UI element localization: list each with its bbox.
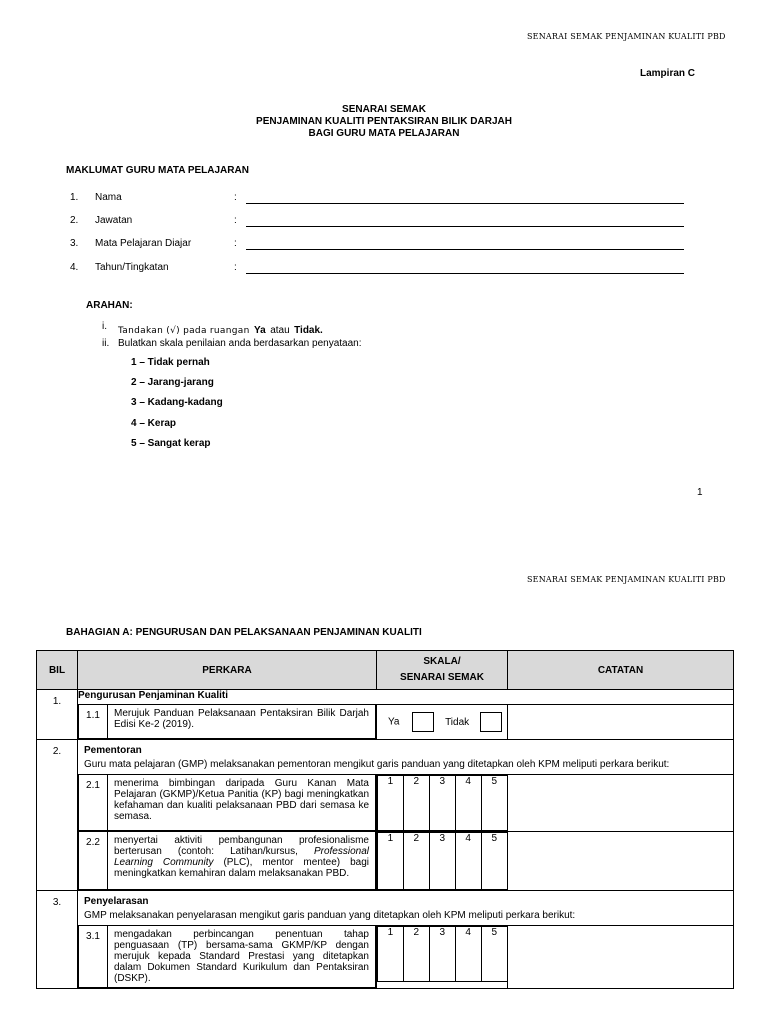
scale-option-3[interactable]: 3 <box>429 833 455 890</box>
item-text: Merujuk Panduan Pelaksanaan Pentaksiran Bilik Darjah Edisi Ke-2 (2019). <box>108 705 376 739</box>
table-header-row <box>37 651 734 690</box>
header-skala <box>377 651 508 690</box>
section-title: Pementoran <box>84 745 142 756</box>
instruction-i-atau: atau <box>270 325 290 336</box>
field-num-4: 4. <box>70 262 79 273</box>
header-skala-line1: SKALA/ <box>423 656 461 667</box>
item-text <box>108 832 376 890</box>
field-colon: : <box>234 262 237 273</box>
yes-label: Ya <box>388 716 400 728</box>
notes-cell[interactable] <box>508 705 734 740</box>
item-cell <box>78 705 377 740</box>
scale-option-3[interactable]: 3 <box>429 776 455 831</box>
scale-option-2[interactable]: 2 <box>403 833 429 890</box>
section-description: GMP melaksanakan penyelarasan mengikut garis panduan yang ditetapkan oleh KPM meliputi perkara berikut: <box>84 910 576 921</box>
item-cell <box>78 926 377 989</box>
header-perkara: PERKARA <box>78 651 377 690</box>
notes-cell[interactable] <box>508 832 734 891</box>
section-row <box>37 891 734 926</box>
no-label: Tidak <box>445 716 470 728</box>
scale-option-4[interactable]: 4 <box>455 927 481 982</box>
scale-cell <box>377 926 508 989</box>
section-row <box>37 740 734 775</box>
scale-cell <box>377 775 508 832</box>
info-heading: MAKLUMAT GURU MATA PELAJARAN <box>66 165 249 176</box>
instruction-ii-num: ii. <box>102 338 110 349</box>
title-line-3: BAGI GURU MATA PELAJARAN <box>308 128 460 139</box>
section-heading: BAHAGIAN A: PENGURUSAN DAN PELAKSANAAN PENJAMINAN KUALITI <box>66 627 422 638</box>
instruction-i-num: i. <box>102 321 107 332</box>
section-title: Pengurusan Penjaminan Kualiti <box>78 690 734 705</box>
running-header: SENARAI SEMAK PENJAMINAN KUALITI PBD <box>527 32 726 41</box>
scale-option-1[interactable]: 1 <box>378 927 404 982</box>
section-header-cell <box>78 740 734 775</box>
field-colon: : <box>234 215 237 226</box>
header-bil: BIL <box>37 651 78 690</box>
item-num: 1.1 <box>79 705 108 739</box>
scale-cell <box>377 832 508 891</box>
no-checkbox[interactable] <box>480 712 502 732</box>
table-row <box>37 705 734 740</box>
scale-option-5[interactable]: 5 <box>481 833 507 890</box>
yes-checkbox[interactable] <box>412 712 434 732</box>
scale-item-3: 3 – Kadang-kadang <box>131 397 223 408</box>
scale-option-5[interactable]: 5 <box>481 776 507 831</box>
item-text-part: (PLC), mentor mentee) bagi meningkatkan kemahiran dalam melaksanakan PBD. <box>114 857 369 879</box>
scale-option-1[interactable]: 1 <box>378 776 404 831</box>
scale-item-4: 4 – Kerap <box>131 418 177 429</box>
field-colon: : <box>234 192 237 203</box>
section-title: Penyelarasan <box>84 896 149 907</box>
item-num: 3.1 <box>79 926 108 988</box>
item-num: 2.2 <box>79 832 108 890</box>
instruction-i <box>118 320 323 338</box>
instruction-ii-text: Bulatkan skala penilaian anda berdasarkan penyataan: <box>118 338 362 349</box>
field-num-1: 1. <box>70 192 79 203</box>
instruction-i-ya: Ya <box>254 325 266 336</box>
section-description: Guru mata pelajaran (GMP) melaksanakan pementoran mengikut garis panduan yang ditetapkan oleh KPM meliputi perkara berikut: <box>84 759 670 770</box>
header-catatan: CATATAN <box>508 651 734 690</box>
section-num: 2. <box>37 740 78 891</box>
scale-option-2[interactable]: 2 <box>403 776 429 831</box>
yes-no-cell <box>377 705 508 740</box>
item-text: mengadakan perbincangan penentuan tahap penguasaan (TP) bersama-sama GKMP/KP dengan merujuk kepada Standard Prestasi yang ditetapkan dalam Dokumen Standard Kurikulum dan Pentaksiran (DSKP). <box>108 926 376 988</box>
section-num: 3. <box>37 891 78 989</box>
title-line-1: SENARAI SEMAK <box>342 104 426 115</box>
notes-cell[interactable] <box>508 926 734 989</box>
item-text: menerima bimbingan daripada Guru Kanan Mata Pelajaran (GKMP)/Ketua Panitia (KP) bagi meningkatkan kefahaman dan kualiti pelaksanaan PBD dari semasa ke semasa. <box>108 775 376 831</box>
subject-field[interactable] <box>246 248 684 250</box>
instruction-i-tidak: Tidak. <box>294 325 323 336</box>
name-field[interactable] <box>246 202 684 204</box>
item-text-part: menyertai aktiviti pembangunan profesionalisme berterusan (contoh: Latihan/kursus, <box>114 835 369 857</box>
field-num-2: 2. <box>70 215 79 226</box>
appendix-label: Lampiran C <box>640 68 696 79</box>
table-row <box>37 775 734 832</box>
scale-option-4[interactable]: 4 <box>455 776 481 831</box>
item-cell <box>78 832 377 891</box>
instructions-heading: ARAHAN: <box>86 300 133 311</box>
page-number: 1 <box>697 487 703 498</box>
document-title <box>0 104 768 140</box>
table-row <box>37 832 734 891</box>
item-text-italic: Professional Learning Community <box>114 846 369 868</box>
field-label-name: Nama <box>95 192 122 203</box>
item-cell <box>78 775 377 832</box>
notes-cell[interactable] <box>508 775 734 832</box>
scale-option-4[interactable]: 4 <box>455 833 481 890</box>
field-label-year: Tahun/Tingkatan <box>95 262 169 273</box>
running-header: SENARAI SEMAK PENJAMINAN KUALITI PBD <box>527 575 726 584</box>
year-field[interactable] <box>246 272 684 274</box>
scale-option-5[interactable]: 5 <box>481 927 507 982</box>
header-skala-line2: SENARAI SEMAK <box>400 672 484 683</box>
scale-item-5: 5 – Sangat kerap <box>131 438 211 449</box>
scale-option-3[interactable]: 3 <box>429 927 455 982</box>
table-row <box>37 926 734 989</box>
section-row <box>37 690 734 705</box>
field-num-3: 3. <box>70 238 79 249</box>
scale-item-1: 1 – Tidak pernah <box>131 357 210 368</box>
scale-option-1[interactable]: 1 <box>378 833 404 890</box>
section-num: 1. <box>37 690 78 740</box>
field-label-subject: Mata Pelajaran Diajar <box>95 238 192 249</box>
scale-item-2: 2 – Jarang-jarang <box>131 377 214 388</box>
checklist-table <box>36 650 734 989</box>
title-line-2: PENJAMINAN KUALITI PENTAKSIRAN BILIK DARJAH <box>256 116 512 127</box>
field-colon: : <box>234 238 237 249</box>
scale-option-2[interactable]: 2 <box>403 927 429 982</box>
position-field[interactable] <box>246 225 684 227</box>
instruction-i-text: Tandakan (√) pada ruangan <box>118 326 250 336</box>
field-label-position: Jawatan <box>95 215 133 226</box>
section-header-cell <box>78 891 734 926</box>
item-num: 2.1 <box>79 775 108 831</box>
